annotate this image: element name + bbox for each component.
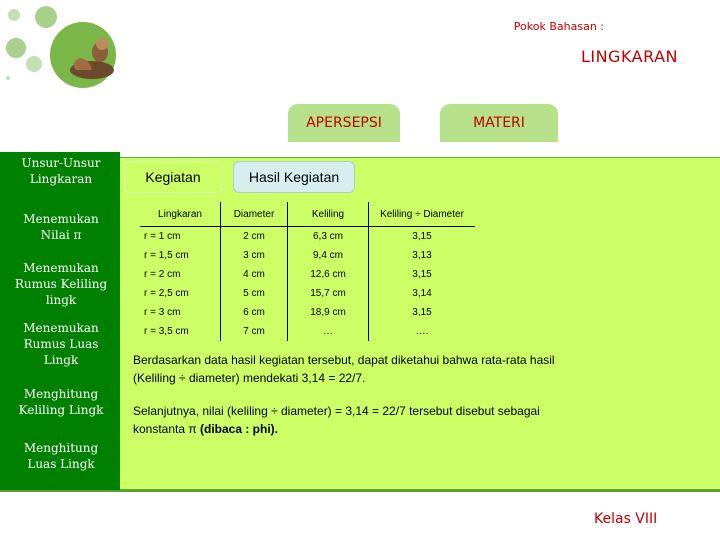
table-header: Keliling ÷ Diameter	[369, 202, 476, 227]
sidebar-item-nilai-pi[interactable]: Menemukan Nilai π	[23, 212, 99, 242]
table-header: Keliling	[288, 202, 369, 227]
table-row	[140, 284, 475, 303]
definition-text: Selanjutnya, nilai (keliling ÷ diameter) = 3,14 = 22/7 tersebut disebut sebagai konstanta π	[133, 404, 540, 436]
table-row	[140, 265, 475, 284]
table-header-row	[140, 202, 475, 227]
logo	[0, 0, 130, 90]
table-cell: r = 1 cm	[144, 231, 181, 242]
table-cell: 7 cm	[221, 322, 288, 341]
table-cell: 18,9 cm	[288, 303, 369, 322]
table-cell: 3,15	[369, 265, 476, 284]
header-subtitle: Pokok Bahasan :	[513, 20, 604, 33]
tab-apersepsi[interactable]: APERSEPSI	[288, 104, 400, 142]
table-cell: 3,15	[369, 227, 476, 247]
table-row	[140, 303, 475, 322]
table-cell: 4 cm	[221, 265, 288, 284]
table-cell: r = 3 cm	[144, 307, 181, 318]
page-title: LINGKARAN	[580, 47, 678, 66]
table-cell: 3,14	[369, 284, 476, 303]
table-cell: r = 2 cm	[144, 269, 181, 280]
conclusion-paragraph: Berdasarkan data hasil kegiatan tersebut, dapat diketahui bahwa rata-rata hasil (Keliling ÷ diameter) mendekati 3,14 = 22/7.	[133, 353, 555, 385]
table-header: Diameter	[221, 202, 288, 227]
definition-paragraph	[133, 402, 573, 438]
table-cell: 6 cm	[221, 303, 288, 322]
sidebar-item-hitung-luas[interactable]: Menghitung Luas Lingk	[23, 441, 99, 471]
table-cell: r = 3,5 cm	[144, 326, 189, 337]
table-cell: r = 2,5 cm	[144, 288, 189, 299]
results-table	[140, 202, 475, 341]
table-header: Lingkaran	[140, 202, 221, 227]
table-cell: r = 1,5 cm	[144, 250, 189, 261]
table-cell: 3,15	[369, 303, 476, 322]
sidebar	[0, 152, 120, 490]
table-cell: …	[288, 322, 369, 341]
table-row	[140, 227, 475, 247]
sidebar-item-unsur-lingkaran[interactable]: Unsur-Unsur Lingkaran	[21, 156, 101, 186]
definition-pronunciation: (dibaca : phi).	[196, 422, 278, 436]
table-cell: 15,7 cm	[288, 284, 369, 303]
table-cell: 3,13	[369, 246, 476, 265]
table-cell: 5 cm	[221, 284, 288, 303]
table-row	[140, 246, 475, 265]
footer-divider	[0, 490, 720, 492]
tab-kegiatan[interactable]: Kegiatan	[124, 161, 222, 193]
table-row	[140, 322, 475, 341]
table-cell: 3 cm	[221, 246, 288, 265]
sidebar-item-hitung-keliling[interactable]: Menghitung Keliling Lingk	[18, 387, 104, 417]
tab-materi[interactable]: MATERI	[440, 104, 558, 142]
tab-hasil-kegiatan[interactable]: Hasil Kegiatan	[233, 161, 355, 193]
table-cell: ….	[369, 322, 476, 341]
table-cell: 12,6 cm	[288, 265, 369, 284]
table-cell: 2 cm	[221, 227, 288, 247]
table-cell: 9,4 cm	[288, 246, 369, 265]
class-label: Kelas VIII	[594, 511, 658, 527]
sidebar-item-rumus-keliling[interactable]: Menemukan Rumus Keliling lingk	[14, 261, 108, 307]
sidebar-item-rumus-luas[interactable]: Menemukan Rumus Luas Lingk	[23, 321, 99, 367]
table-cell: 6,3 cm	[288, 227, 369, 247]
